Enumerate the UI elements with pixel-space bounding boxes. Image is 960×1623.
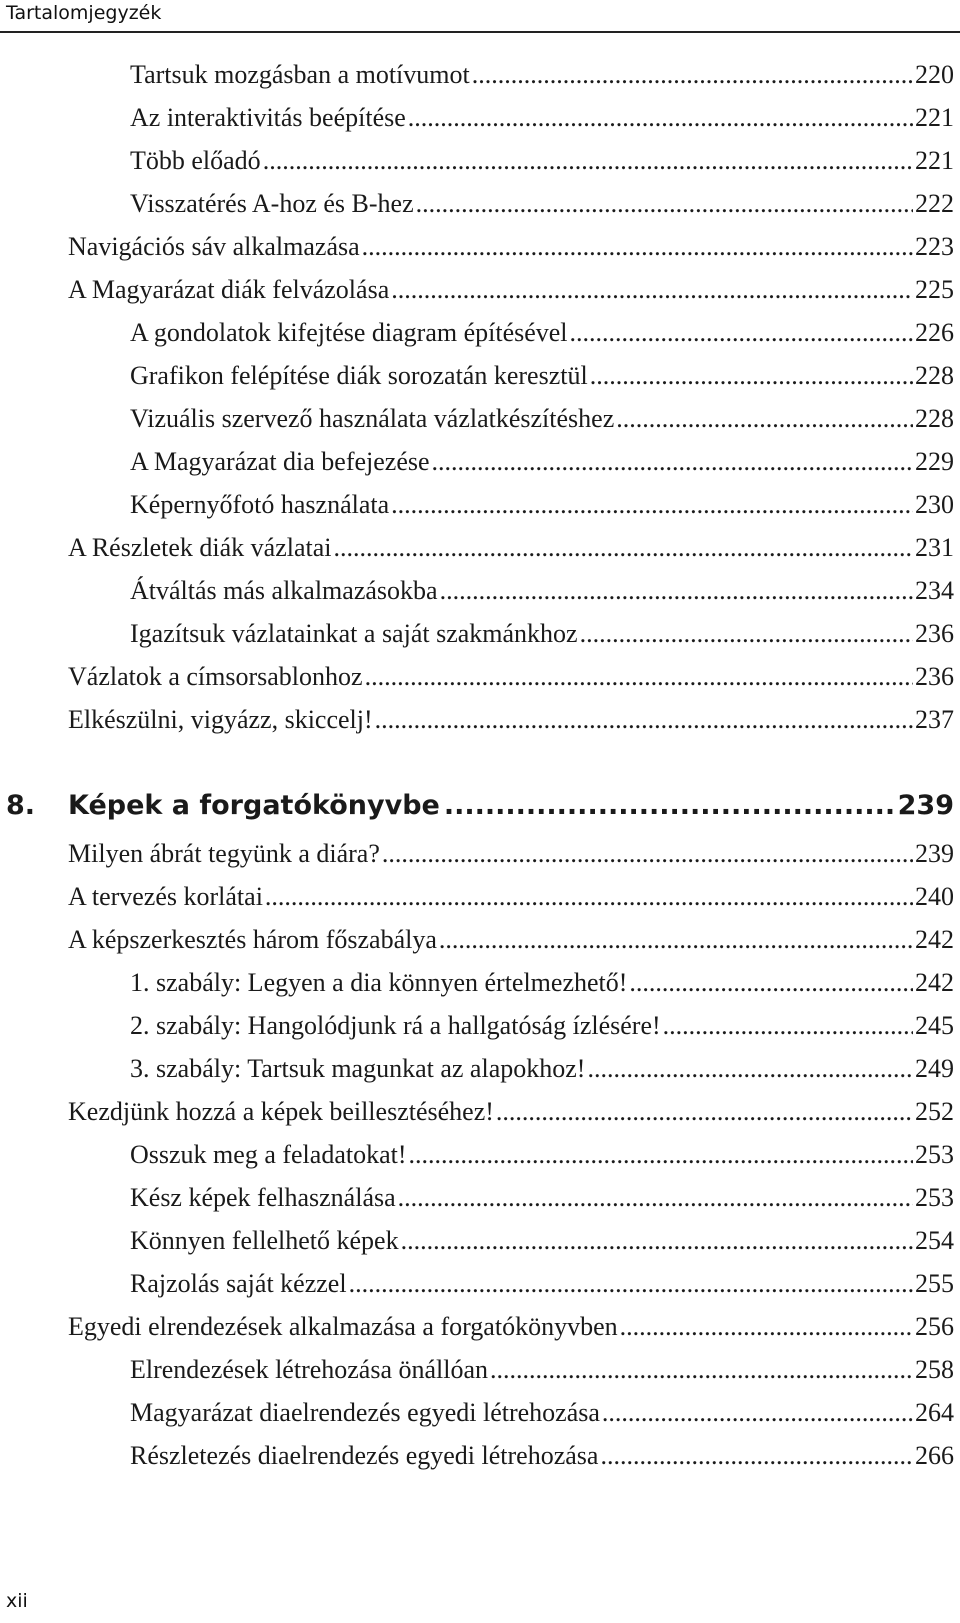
toc-entry-label: 3. szabály: Tartsuk magunkat az alapokhoz! bbox=[130, 1054, 586, 1083]
toc-entry bbox=[130, 1049, 954, 1089]
toc-entry-label: Egyedi elrendezések alkalmazása a forgatókönyvben bbox=[68, 1312, 618, 1341]
toc-entry-label: Kezdjünk hozzá a képek beillesztéséhez! bbox=[68, 1097, 494, 1126]
toc-entry-page: 242 bbox=[915, 968, 954, 997]
toc-entry-label: A tervezés korlátai bbox=[68, 882, 263, 911]
toc-entry-page: 222 bbox=[915, 189, 954, 218]
toc-entry-label: Igazítsuk vázlatainkat a saját szakmánkhoz bbox=[130, 619, 578, 648]
toc-entry-page: 237 bbox=[915, 705, 954, 734]
toc-entry-page: 220 bbox=[915, 60, 954, 89]
toc-entry-label: Rajzolás saját kézzel bbox=[130, 1269, 347, 1298]
toc-entry-label: A gondolatok kifejtése diagram építésével bbox=[130, 318, 568, 347]
toc-entry-page: 239 bbox=[915, 839, 954, 868]
toc-entry-label: Milyen ábrát tegyünk a diára? bbox=[68, 839, 380, 868]
toc-entry bbox=[68, 700, 954, 740]
toc-entry bbox=[130, 356, 954, 396]
toc-entry bbox=[130, 1393, 954, 1433]
chapter-heading bbox=[6, 784, 954, 828]
dot-leader bbox=[349, 1264, 913, 1304]
dot-leader bbox=[263, 141, 913, 181]
toc-entry-page: 230 bbox=[915, 490, 954, 519]
toc-entry bbox=[130, 614, 954, 654]
toc-entry-label: Tartsuk mozgásban a motívumot bbox=[130, 60, 470, 89]
dot-leader bbox=[629, 963, 913, 1003]
dot-leader bbox=[472, 55, 913, 95]
toc-entry-label: 1. szabály: Legyen a dia könnyen értelmezhető! bbox=[130, 968, 628, 997]
running-header: Tartalomjegyzék bbox=[6, 2, 162, 24]
toc-entry-page: 240 bbox=[915, 882, 954, 911]
dot-leader bbox=[391, 270, 913, 310]
dot-leader bbox=[620, 1307, 913, 1347]
toc-entry bbox=[130, 55, 954, 95]
toc-entry-page: 231 bbox=[915, 533, 954, 562]
toc-entry bbox=[68, 270, 954, 310]
toc-entry bbox=[130, 963, 954, 1003]
dot-leader bbox=[439, 920, 913, 960]
dot-leader bbox=[365, 657, 913, 697]
toc-entry-page: 242 bbox=[915, 925, 954, 954]
toc-entry-label: Több előadó bbox=[130, 146, 261, 175]
toc-entry-page: 266 bbox=[915, 1441, 954, 1470]
dot-leader bbox=[602, 1393, 913, 1433]
dot-leader bbox=[496, 1092, 913, 1132]
dot-leader bbox=[265, 877, 913, 917]
toc-entry-page: 221 bbox=[915, 103, 954, 132]
toc-entry bbox=[130, 485, 954, 525]
header-rule bbox=[0, 31, 960, 33]
toc-entry-page: 228 bbox=[915, 361, 954, 390]
dot-leader bbox=[409, 1135, 913, 1175]
dot-leader bbox=[401, 1221, 913, 1261]
toc-entry bbox=[130, 1006, 954, 1046]
toc-entry bbox=[68, 528, 954, 568]
toc-entry-page: 256 bbox=[915, 1312, 954, 1341]
chapter-title: Képek a forgatókönyvbe bbox=[68, 790, 440, 821]
toc-entry bbox=[130, 1221, 954, 1261]
dot-leader bbox=[616, 399, 913, 439]
toc-entry-page: 258 bbox=[915, 1355, 954, 1384]
toc-entry-page: 245 bbox=[915, 1011, 954, 1040]
toc-entry bbox=[68, 657, 954, 697]
toc-entry bbox=[68, 1307, 954, 1347]
dot-leader bbox=[432, 442, 913, 482]
toc-entry-page: 264 bbox=[915, 1398, 954, 1427]
toc-entry-label: Az interaktivitás beépítése bbox=[130, 103, 406, 132]
toc-entry-label: Elrendezések létrehozása önállóan bbox=[130, 1355, 489, 1384]
dot-leader bbox=[382, 834, 913, 874]
toc-entry-page: 221 bbox=[915, 146, 954, 175]
toc-entry-label: Navigációs sáv alkalmazása bbox=[68, 232, 360, 261]
toc-entry-page: 236 bbox=[915, 619, 954, 648]
toc-entry bbox=[68, 227, 954, 267]
toc-entry bbox=[130, 1264, 954, 1304]
toc-entry bbox=[130, 1436, 954, 1476]
toc-entry-page: 253 bbox=[915, 1140, 954, 1169]
toc-entry-label: Visszatérés A-hoz és B-hez bbox=[130, 189, 414, 218]
toc-entry bbox=[130, 1350, 954, 1390]
dot-leader bbox=[334, 528, 913, 568]
toc-entry-page: 226 bbox=[915, 318, 954, 347]
toc-entry bbox=[130, 442, 954, 482]
toc-entry-label: Vázlatok a címsorsablonhoz bbox=[68, 662, 363, 691]
toc-entry bbox=[130, 184, 954, 224]
dot-leader bbox=[600, 1436, 913, 1476]
toc-entry-label: Magyarázat diaelrendezés egyedi létrehozása bbox=[130, 1398, 600, 1427]
toc-entry bbox=[68, 1092, 954, 1132]
chapter-number: 8. bbox=[6, 790, 36, 821]
toc-entry bbox=[68, 920, 954, 960]
toc-entry-label: A képszerkesztés három főszabálya bbox=[68, 925, 437, 954]
toc-entry-label: Vizuális szervező használata vázlatkészítéshez bbox=[130, 404, 615, 433]
toc-entry-label: Átváltás más alkalmazásokba bbox=[130, 576, 438, 605]
toc-entry bbox=[130, 399, 954, 439]
dot-leader bbox=[375, 700, 913, 740]
toc-entry bbox=[130, 141, 954, 181]
toc-entry-label: Grafikon felépítése diák sorozatán keresztül bbox=[130, 361, 588, 390]
toc-entry-label: A Részletek diák vázlatai bbox=[68, 533, 332, 562]
toc-entry bbox=[68, 877, 954, 917]
dot-leader bbox=[408, 98, 913, 138]
chapter-page: 239 bbox=[897, 790, 954, 821]
toc-entry bbox=[130, 1135, 954, 1175]
toc-entry-label: Osszuk meg a feladatokat! bbox=[130, 1140, 407, 1169]
toc-entry bbox=[130, 571, 954, 611]
toc-entry bbox=[130, 313, 954, 353]
toc-entry-page: 255 bbox=[915, 1269, 954, 1298]
dot-leader bbox=[490, 1350, 913, 1390]
toc-entry-page: 236 bbox=[915, 662, 954, 691]
toc-entry-label: Kész képek felhasználása bbox=[130, 1183, 396, 1212]
dot-leader bbox=[587, 1049, 913, 1089]
dot-leader bbox=[398, 1178, 913, 1218]
dot-leader bbox=[580, 614, 913, 654]
dot-leader bbox=[444, 784, 894, 828]
toc-entry-page: 254 bbox=[915, 1226, 954, 1255]
toc-entry bbox=[68, 834, 954, 874]
dot-leader bbox=[362, 227, 913, 267]
toc-entry-page: 252 bbox=[915, 1097, 954, 1126]
toc-entry-page: 249 bbox=[915, 1054, 954, 1083]
dot-leader bbox=[416, 184, 913, 224]
dot-leader bbox=[590, 356, 913, 396]
dot-leader bbox=[570, 313, 913, 353]
toc-entry-label: Könnyen fellelhető képek bbox=[130, 1226, 399, 1255]
toc-entry-label: Elkészülni, vigyázz, skiccelj! bbox=[68, 705, 373, 734]
toc-entry-page: 228 bbox=[915, 404, 954, 433]
dot-leader bbox=[391, 485, 913, 525]
toc-entry-page: 223 bbox=[915, 232, 954, 261]
dot-leader bbox=[663, 1006, 913, 1046]
toc-entry-label: Részletezés diaelrendezés egyedi létrehozása bbox=[130, 1441, 599, 1470]
page-number: xii bbox=[6, 1590, 28, 1612]
toc-entry-label: A Magyarázat diák felvázolása bbox=[68, 275, 390, 304]
toc-entry-label: 2. szabály: Hangolódjunk rá a hallgatóság ízlésére! bbox=[130, 1011, 661, 1040]
toc-entry-page: 253 bbox=[915, 1183, 954, 1212]
toc-entry-page: 229 bbox=[915, 447, 954, 476]
toc-entry bbox=[130, 98, 954, 138]
toc-entry bbox=[130, 1178, 954, 1218]
dot-leader bbox=[440, 571, 913, 611]
toc-entry-page: 234 bbox=[915, 576, 954, 605]
toc-entry-page: 225 bbox=[915, 275, 954, 304]
toc-entry-label: A Magyarázat dia befejezése bbox=[130, 447, 430, 476]
toc-entry-label: Képernyőfotó használata bbox=[130, 490, 390, 519]
